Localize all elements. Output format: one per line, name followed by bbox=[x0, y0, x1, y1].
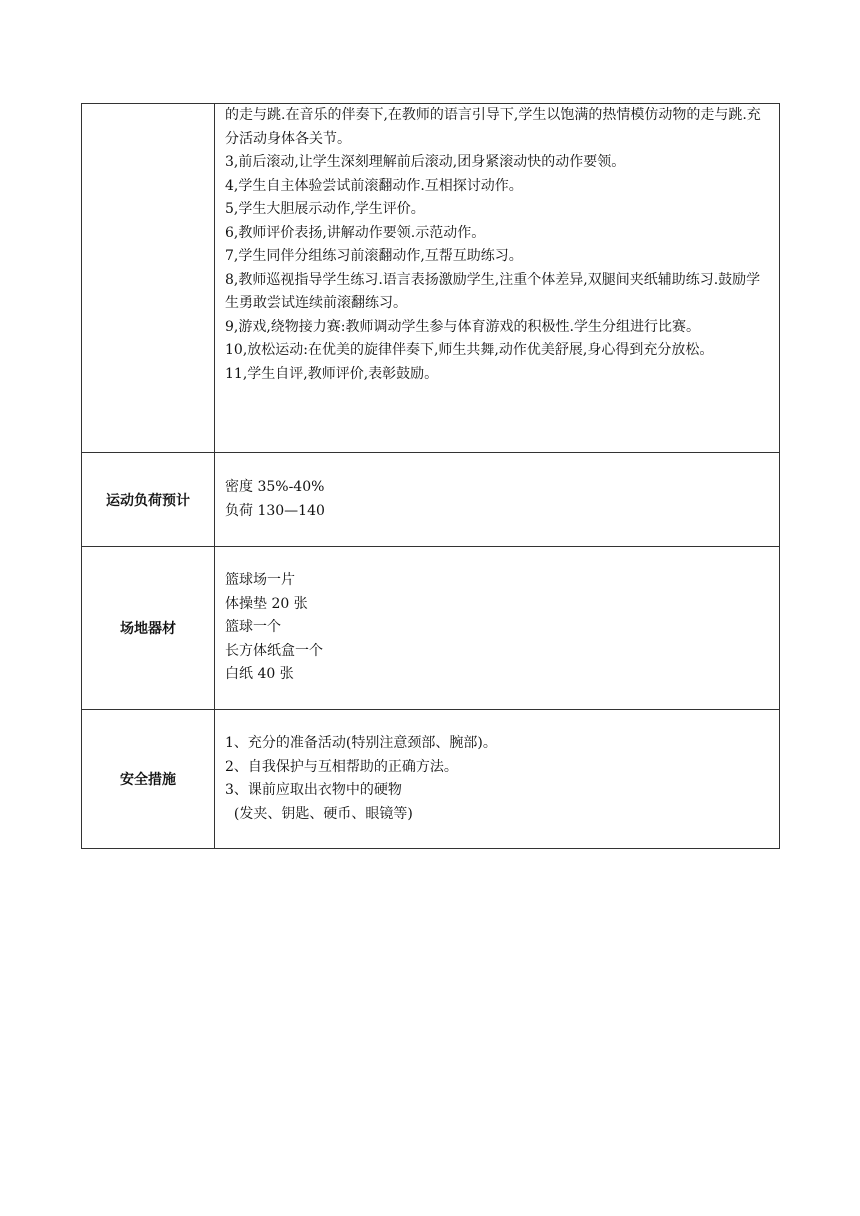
process-line: 9,游戏,绕物接力赛:教师调动学生参与体育游戏的积极性.学生分组进行比赛。 bbox=[225, 318, 700, 335]
venue-equipment-content bbox=[215, 547, 780, 710]
equipment-item: 篮球一个 bbox=[225, 619, 281, 636]
equipment-item: 白纸 40 张 bbox=[225, 666, 294, 683]
safety-measures-row bbox=[82, 710, 780, 849]
teaching-process-label bbox=[82, 104, 215, 453]
process-line: 8,教师巡视指导学生练习.语言表扬激励学生,注重个体差异,双腿间夹纸辅助练习.鼓励学生勇敢尝试连续前滚翻练习。 bbox=[225, 271, 761, 311]
safety-item: 1、充分的准备活动(特别注意颈部、腕部)。 bbox=[225, 735, 497, 751]
process-line: 4,学生自主体验尝试前滚翻动作.互相探讨动作。 bbox=[225, 177, 523, 194]
safety-item: 2、自我保护与互相帮助的正确方法。 bbox=[225, 758, 458, 775]
load-heart-rate: 负荷 130—140 bbox=[225, 502, 325, 519]
equipment-item: 篮球场一片 bbox=[225, 572, 295, 589]
process-line: 10,放松运动:在优美的旋律伴奏下,师生共舞,动作优美舒展,身心得到充分放松。 bbox=[225, 342, 714, 358]
venue-equipment-label: 场地器材 bbox=[82, 547, 215, 710]
exercise-load-row bbox=[82, 453, 780, 547]
exercise-load-label: 运动负荷预计 bbox=[82, 453, 215, 547]
teaching-process-content bbox=[215, 104, 780, 453]
equipment-item: 长方体纸盒一个 bbox=[225, 642, 323, 659]
exercise-load-content bbox=[215, 453, 780, 547]
process-line: 的走与跳.在音乐的伴奏下,在教师的语言引导下,学生以饱满的热情模仿动物的走与跳.充分活动身体各关节。 bbox=[225, 107, 761, 147]
lesson-plan-table bbox=[81, 103, 780, 849]
load-density: 密度 35%-40% bbox=[225, 479, 325, 495]
process-line: 11,学生自评,教师评价,表彰鼓励。 bbox=[225, 365, 439, 382]
safety-item: 3、课前应取出衣物中的硬物 bbox=[225, 782, 402, 798]
teaching-process-row bbox=[82, 104, 780, 453]
process-line: 7,学生同伴分组练习前滚翻动作,互帮互助练习。 bbox=[225, 248, 523, 264]
equipment-item: 体操垫 20 张 bbox=[225, 595, 308, 612]
process-line: 6,教师评价表扬,讲解动作要领.示范动作。 bbox=[225, 224, 486, 241]
safety-item: (发夹、钥匙、硬币、眼镜等) bbox=[225, 805, 413, 822]
process-line: 3,前后滚动,让学生深刻理解前后滚动,团身紧滚动快的动作要领。 bbox=[225, 154, 626, 170]
venue-equipment-row bbox=[82, 547, 780, 710]
safety-measures-label: 安全措施 bbox=[82, 710, 215, 849]
process-line: 5,学生大胆展示动作,学生评价。 bbox=[225, 201, 425, 217]
safety-measures-content bbox=[215, 710, 780, 849]
